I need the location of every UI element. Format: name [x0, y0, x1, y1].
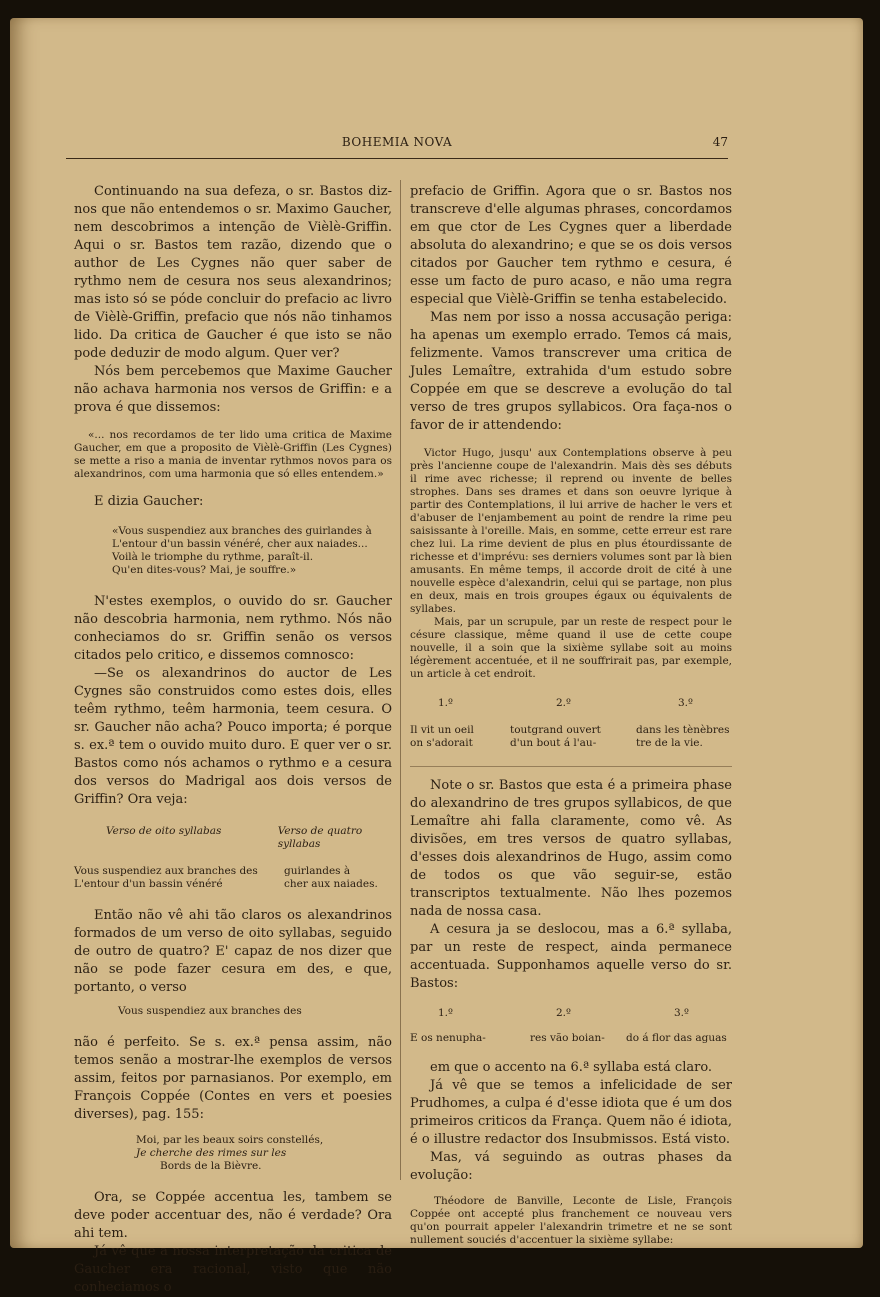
paragraph: E dizia Gaucher: — [94, 494, 204, 509]
table-row — [410, 1032, 732, 1045]
right-column — [410, 183, 732, 1247]
column-divider — [400, 180, 401, 1180]
syllable-table-header — [74, 825, 392, 851]
paragraph: A cesura ja se deslocou, mas a 6.ª syllaba, par un reste de respect, ainda permanece accentuada. Supponhamos aquelle verso do sr. Bastos: — [410, 922, 732, 991]
verse-block — [74, 525, 392, 577]
verse-line: Voilà le triomphe du rythme, paraît-il. — [112, 551, 314, 563]
paragraph: N'estes exemplos, o ouvido do sr. Gaucher não descobria harmonia, nem rythmo. Nós não conheciamos do sr. Griffin senão os versos citados pelo critico, e dissemos comnosco: — [74, 594, 392, 663]
verse-line: «Vous suspendiez aux branches des guirlandes à — [112, 525, 372, 537]
table-cell: on s'adorait — [410, 737, 473, 749]
verse-line: L'entour d'un bassin vénéré, cher aux naiades... — [112, 538, 368, 550]
verse-line: Qu'en dites-vous? Mai, je souffre.» — [112, 564, 297, 576]
block-quote: Victor Hugo, jusqu' aux Contemplations observe à peu près l'ancienne coupe de l'alexandrin. Mais dès ses débuts il rime avec richesse; il reprend ou invente de belles strophes. Dans ses drames et dans son oeuvre lyrique à partir des Contemplations, il lui arrive de hacher le vers et d'abuser de l'enjambement au point de rendre la rime peu saisissante à l'oreille. Mais, en somme, cette erreur est rare chez lui. La rime devient de plus en plus étourdissante de richesse et d'imprévu: ses derniers volumes sont par là bien amusants. En même temps, il accorde droit de cité à une nouvelle espèce d'alexandrin, celui qui se partage, non plus en deux, mais en trois groupes égaux ou équivalents de syllabes. — [410, 447, 732, 615]
table-cell: guirlandes à — [284, 865, 351, 877]
table-cell: dans les tènèbres — [636, 724, 730, 736]
table-cell: Vous suspendiez aux branches des — [74, 865, 258, 877]
verse-line: Vous suspendiez aux branches des — [118, 1005, 302, 1017]
table-header-cell: Verso de quatro syllabas — [277, 825, 363, 850]
table-row — [410, 724, 732, 737]
paragraph: —Se os alexandrinos do auctor de Les Cygnes são construidos como estes dois, elles teêm rythmo, teêm harmonia, teem cesura. O sr. Gaucher não acha? Pouco importa; é porque s. ex.ª tem o ouvido muito duro. E quer ver o sr. Bastos como nós achamos o rythmo e a cesura dos versos do Madrigal aos dois versos de Griffin? Ora veja: — [74, 666, 392, 807]
block-quote: «... nos recordamos de ter lido uma critica de Maxime Gaucher, em que a proposito de Vièlè-Griffin (Les Cygnes) se mette a riso a mania de inventar rythmos novos para os alexandrinos, com uma harmonia que só elles entendem.» — [74, 429, 392, 480]
running-header — [66, 135, 728, 153]
table-header-cell: 2.º — [556, 1007, 571, 1019]
table-cell: tre de la vie. — [636, 737, 703, 749]
table-cell: do á flor das aguas — [626, 1032, 727, 1044]
paragraph: não é perfeito. Se s. ex.ª pensa assim, não temos senão a mostrar-lhe exemplos de versos assim, feitos por parnasianos. Por exemplo, em François Coppée (Contes en vers et poesies diverses), pag. 155: — [74, 1035, 392, 1122]
paragraph: Ora, se Coppée accentua les, tambem se deve poder accentuar des, não é verdade? Ora ahi tem. — [74, 1190, 392, 1241]
table-cell: cher aux naiades. — [284, 878, 378, 890]
block-quote: Théodore de Banville, Leconte de Lisle, François Coppée ont accepté plus franchement ce nouveau vers qu'on pourrait appeler l'alexandrin trimetre et ne se sont nullement souciés d'accentuer la sixième syllabe: — [410, 1195, 732, 1246]
block-quote: Mais, par un scrupule, par un reste de respect pour le césure classique, même quand il use de cette coupe nouvelle, il a soin que la sixième syllabe soit au moins légèrement accentuée, et il ne souffrirait pas, par exemple, un article à cet endroit. — [410, 616, 732, 680]
table-row — [410, 737, 732, 750]
table-header-cell: 3.º — [678, 697, 693, 709]
table-cell: res vão boian- — [530, 1032, 605, 1044]
table-cell: L'entour d'un bassin vénéré — [74, 878, 223, 890]
section-rule — [410, 766, 732, 767]
table-row — [74, 878, 392, 891]
syllable-table-header — [410, 697, 732, 710]
table-cell: Il vit un oeil — [410, 724, 474, 736]
verse-line: Moi, par les beaux soirs constellés, — [136, 1134, 324, 1146]
verse-line: Bords de la Bièvre. — [160, 1160, 262, 1172]
paragraph: Então não vê ahi tão claros os alexandrinos formados de um verso de oito syllabas, seguido de outro de quatro? E' capaz de nos dizer que não se pode fazer cesura em des, e que, portanto, o verso — [74, 908, 392, 995]
table-header-cell: 3.º — [674, 1007, 689, 1019]
verse-line: Je cherche des rimes sur les — [136, 1147, 287, 1159]
paragraph: em que o accento na 6.ª syllaba está claro. — [430, 1060, 713, 1075]
left-column — [74, 183, 392, 1297]
table-header-cell: 1.º — [438, 1007, 453, 1019]
paragraph: Mas nem por isso a nossa accusação periga: ha apenas um exemplo errado. Temos cá mais, felizmente. Vamos transcrever uma critica de Jules Lemaître, extrahida d'um estudo sobre Coppée em que se descreve a evolução do tal verso de tres grupos syllabicos. Ora faça-nos o favor de ir attendendo: — [410, 310, 732, 433]
paragraph: Mas, vá seguindo as outras phases da evolução: — [410, 1150, 732, 1183]
page-number: 47 — [712, 135, 728, 149]
table-cell: toutgrand ouvert — [510, 724, 601, 736]
paragraph: Nós bem percebemos que Maxime Gaucher não achava harmonia nos versos de Griffin: e a prova é que dissemos: — [74, 364, 392, 415]
paragraph: Note o sr. Bastos que esta é a primeira phase do alexandrino de tres grupos syllabicos, de que Lemaître ahi falla claramente, como vê. As divisões, em tres versos de quatro syllabas, d'esses dois alexandrinos de Hugo, assim como de todos os que vão seguir-se, estão transcriptos textualmente. Não lhes pozemos nada de nossa casa. — [410, 778, 732, 919]
table-cell: E os nenupha- — [410, 1032, 486, 1044]
table-row — [74, 865, 392, 878]
header-rule — [66, 158, 728, 159]
table-header-cell: 2.º — [556, 697, 571, 709]
paragraph: Já vê que a nossa interpretação da critica de Gaucher era racional, visto que não conheciamos o — [74, 1244, 392, 1295]
paragraph: Já vê que se temos a infelicidade de ser Prudhomes, a culpa é d'esse idiota que é um dos primeiros criticos da França. Quem não é idiota, é o illustre redactor dos Insubmissos. Está visto. — [410, 1078, 732, 1147]
syllable-table-header — [410, 1007, 732, 1020]
table-header-cell: Verso de oito syllabas — [106, 825, 222, 837]
paragraph: Continuando na sua defeza, o sr. Bastos diz-nos que não entendemos o sr. Maximo Gaucher, nem descobrimos a intenção de Vièlè-Griffin. Aqui o sr. Bastos tem razão, dizendo que o author de Les Cygnes não quer saber de rythmo nem de cesura nos seus alexandrinos; mas isto só se póde concluir do prefacio ac livro de Vièlè-Griffin, prefacio que nós não tinhamos lido. Da critica de Gaucher é que isto se não pode deduzir de modo algum. Quer ver? — [74, 184, 392, 361]
table-cell: d'un bout á l'au- — [510, 737, 597, 749]
paragraph: prefacio de Griffin. Agora que o sr. Bastos nos transcreve d'elle algumas phrases, concordamos em que ctor de Les Cygnes quer a liberdade absoluta do alexandrino; e que se os dois versos citados por Gaucher tem rythmo e cesura, é esse um facto de puro acaso, e não uma regra especial que Vièlè-Griffin se tenha estabelecido. — [410, 184, 732, 307]
journal-title: BOHEMIA NOVA — [341, 135, 453, 149]
table-header-cell: 1.º — [438, 697, 453, 709]
verse-block — [74, 1134, 392, 1173]
